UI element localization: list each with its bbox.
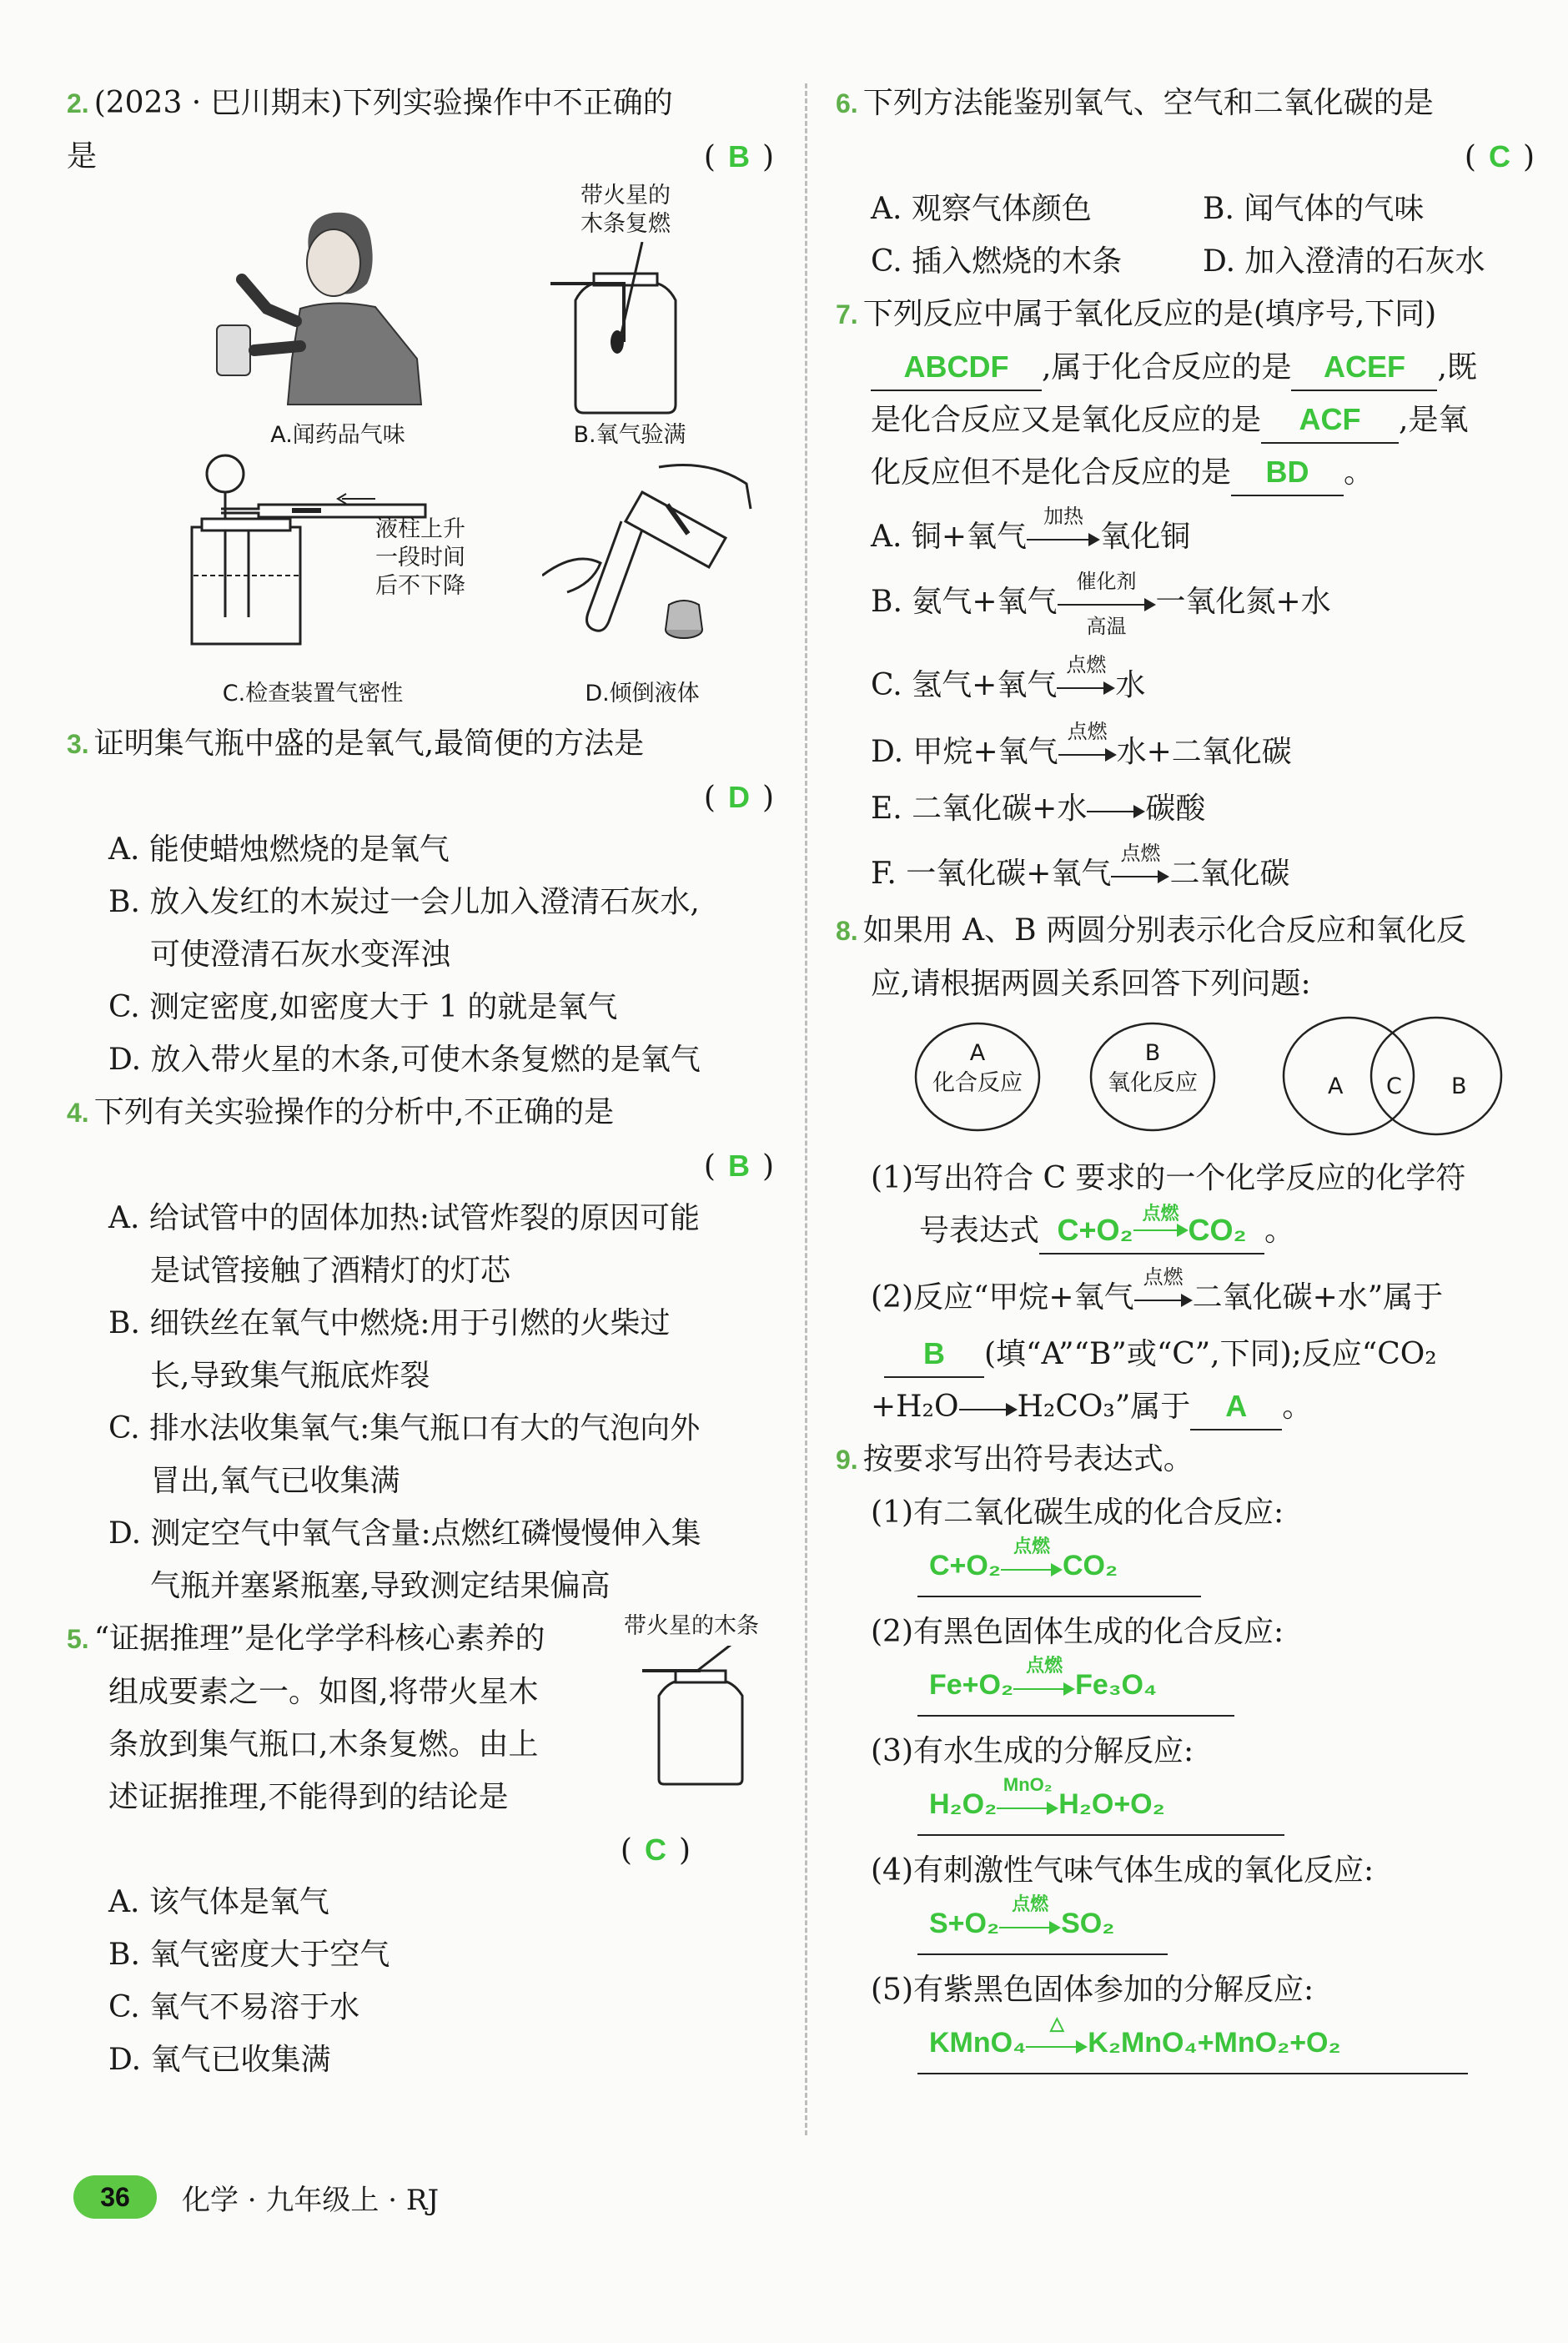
question-text: 下列反应中属于氧化反应的是(填序号,下同) [862, 297, 1437, 331]
item-1-answer-line [836, 1536, 1535, 1606]
answer: B [727, 139, 750, 173]
figure-oxygen-bottle [534, 242, 717, 417]
reaction-b [836, 570, 1535, 659]
question-9 [836, 1433, 1535, 2083]
venn-label-c: C [1386, 1073, 1402, 1099]
question-line-1: “证据推理”是化学学科核心素养的 [93, 1621, 545, 1656]
reaction-right: 水 [1115, 668, 1146, 702]
part-2-text: 二氧化碳+水”属于 [1192, 1280, 1444, 1315]
part-2-line-2 [836, 1328, 1535, 1380]
option-c: C. 排水法收集氧气:集气瓶口有大的气泡向外 [108, 1411, 701, 1446]
answer-condition: 点燃 [1142, 1203, 1179, 1224]
item-4-answer [917, 1893, 1168, 1955]
option-a: A. 给试管中的固体加热:试管炸裂的原因可能 [108, 1201, 701, 1235]
circle-b-letter: B [1144, 1040, 1161, 1066]
circle-a-text [911, 1038, 1044, 1099]
part-1-answer [1039, 1203, 1264, 1254]
reaction-c [836, 653, 1535, 726]
figure-c-caption: C.检查装置气密性 [222, 681, 404, 706]
question-text: 下列方法能鉴别氧气、空气和二氧化碳的是 [862, 86, 1434, 120]
answer-condition: 点燃 [1026, 1655, 1063, 1676]
item-3-prompt: (3)有水生成的分解反应: [871, 1734, 1194, 1768]
option-d: D. 测定空气中氧气含量:点燃红磷慢慢伸入集 [108, 1516, 701, 1551]
arrow-condition: 点燃 [1067, 720, 1108, 743]
answer: C [1488, 139, 1510, 173]
question-number: 9. [836, 1445, 858, 1475]
question-line-2: 组成要素之一。如图,将带火星木 [108, 1675, 539, 1709]
question-text: 证明集气瓶中盛的是氧气,最简便的方法是 [93, 727, 645, 761]
part-2-answer-1: B [884, 1331, 984, 1378]
answer-left: H₂O₂ [929, 1788, 998, 1820]
question-text: (2023 · 巴川期末)下列实验操作中不正确的 [93, 86, 673, 120]
reaction-left: A. 铜+氧气 [871, 520, 1028, 554]
question-number: 8. [836, 916, 858, 946]
option-d: D. 加入澄清的石灰水 [1203, 244, 1485, 279]
figure-d-caption: D.倾倒液体 [585, 681, 700, 706]
page-footer [73, 2172, 439, 2222]
right-column [836, 77, 1535, 2083]
part-2-end: 。 [1282, 1390, 1313, 1424]
item-5-prompt: (5)有紫黑色固体参加的分解反应: [871, 1973, 1314, 2007]
answer-left: KMnO₄ [929, 2027, 1027, 2059]
part-2-text: H₂CO₃”属于 [1017, 1390, 1191, 1424]
reaction-right: 氧化铜 [1100, 520, 1191, 554]
figure-c-note: 液柱上升 一段时间 后不下降 [375, 516, 465, 599]
option-b: B. 放入发红的木炭过一会儿加入澄清石灰水, [108, 885, 700, 919]
answer-arrow [1013, 1655, 1075, 1712]
reaction-left: C. 氢气+氧气 [871, 668, 1058, 702]
question-text-continued: 是 [67, 139, 98, 173]
figure-b-note: 带火星的 木条复燃 [580, 183, 671, 237]
part-1-answer-line [836, 1204, 1535, 1271]
part-2-text: +H₂O [871, 1390, 959, 1424]
part-1-text: (1)写出符合 C 要求的一个化学反应的化学符 [871, 1161, 1466, 1195]
venn-label-a: A [1328, 1073, 1344, 1099]
circle-b-label: 氧化反应 [1108, 1070, 1198, 1096]
reaction-right: 一氧化氮+水 [1155, 585, 1331, 619]
reaction-left: B. 氨气+氧气 [871, 585, 1058, 619]
question-number: 6. [836, 88, 858, 118]
question-5 [67, 1612, 774, 2086]
answer-blank-both: ACF [1261, 397, 1399, 444]
answer-arrow [1026, 2013, 1088, 2069]
question-text: 如果用 A、B 两圆分别表示化合反应和氧化反 [862, 913, 1467, 948]
part-2-line-1 [836, 1265, 1535, 1328]
item-4-prompt: (4)有刺激性气味气体生成的氧化反应: [871, 1853, 1375, 1888]
item-5-answer-line [836, 2013, 1535, 2083]
column-divider [805, 83, 807, 2135]
reaction-arrow [1057, 653, 1115, 711]
question-3 [67, 717, 774, 1086]
question-text: 化反应但不是化合反应的是 [871, 455, 1232, 490]
figure-smelling-illustration [209, 200, 475, 409]
answer-parentheses: ( D ) [704, 771, 774, 824]
figure-a-caption: A.闻药品气味 [270, 422, 405, 448]
circle-a-letter: A [969, 1040, 986, 1066]
reaction-left: D. 甲烷+氧气 [871, 735, 1058, 769]
answer-arrow [1133, 1203, 1189, 1249]
question-text: ,属于化合反应的是 [1042, 350, 1292, 385]
reaction-arrow [1111, 842, 1169, 900]
item-2-answer-line [836, 1655, 1535, 1725]
reaction-a [836, 505, 1535, 576]
item-3-answer-line [836, 1774, 1535, 1844]
answer-right: H₂O+O₂ [1058, 1788, 1165, 1820]
option-c: C. 插入燃烧的木条 [871, 244, 1123, 279]
question-number: 4. [67, 1098, 89, 1128]
option-a: A. 能使蜡烛燃烧的是氧气 [108, 832, 450, 867]
arrow-condition: 点燃 [1120, 842, 1161, 865]
option-a: A. 该气体是氧气 [108, 1885, 329, 1919]
reaction-arrow [1087, 782, 1145, 835]
item-1-prompt: (1)有二氧化碳生成的化合反应: [871, 1496, 1284, 1530]
option-b: B. 细铁丝在氧气中燃烧:用于引燃的火柴过 [108, 1306, 671, 1340]
arrow-condition: 加热 [1043, 505, 1084, 528]
circle-a-label: 化合反应 [932, 1070, 1023, 1096]
question-line-3: 条放到集气瓶口,木条复燃。由上 [108, 1727, 539, 1762]
part-2-text: (2)反应“甲烷+氧气 [871, 1280, 1134, 1315]
answer-left: S+O₂ [929, 1908, 1000, 1939]
reaction-f [836, 842, 1535, 904]
option-c: C. 氧气不易溶于水 [108, 1990, 360, 2024]
answer-blank-oxidation: ABCDF [871, 344, 1042, 391]
question-4 [67, 1086, 774, 1612]
part-2-answer-2: A [1190, 1384, 1282, 1430]
answer-condition: 点燃 [1013, 1536, 1050, 1556]
question-text: ,既 [1437, 350, 1477, 385]
answer-right: SO₂ [1061, 1908, 1115, 1939]
answer-parentheses: ( C ) [1465, 130, 1535, 184]
answer-parentheses: ( B ) [704, 1139, 774, 1193]
reaction-left: E. 二氧化碳+水 [871, 792, 1088, 826]
circle-diagrams [836, 1010, 1535, 1152]
reaction-arrow [959, 1380, 1018, 1433]
answer-arrow [1001, 1536, 1063, 1592]
arrow-condition: 点燃 [1143, 1265, 1184, 1289]
item-5-answer [917, 2013, 1468, 2074]
venn-label-b: B [1451, 1073, 1467, 1099]
question-line-4: 述证据推理,不能得到的结论是 [108, 1780, 509, 1814]
answer-arrow [997, 1774, 1058, 1831]
answer-right: CO₂ [1062, 1550, 1118, 1581]
page-number: 36 [73, 2175, 157, 2219]
part-2-text: (填“A”“B”或“C”,下同);反应“CO₂ [984, 1337, 1437, 1371]
part-1-end: 。 [1264, 1214, 1295, 1248]
answer: D [727, 780, 750, 814]
question-6 [836, 77, 1535, 288]
part-1-text-continued: 号表达式 [919, 1214, 1040, 1248]
answer-arrow [999, 1893, 1061, 1950]
option-c-continued: 冒出,氧气已收集满 [150, 1464, 400, 1498]
answer: C [644, 1833, 666, 1867]
reaction-arrow [1058, 570, 1156, 638]
question-number: 2. [67, 88, 89, 118]
question-8 [836, 904, 1535, 1433]
reaction-e [836, 782, 1535, 847]
item-2-prompt: (2)有黑色固体生成的化合反应: [871, 1615, 1284, 1649]
item-2-answer [917, 1655, 1234, 1717]
answer-left: Fe+O₂ [929, 1669, 1014, 1701]
option-b-continued: 可使澄清石灰水变浑浊 [150, 938, 451, 972]
part-2-line-3 [836, 1380, 1535, 1433]
question-2 [67, 77, 774, 717]
question-number: 5. [67, 1624, 89, 1654]
option-d: D. 氧气已收集满 [108, 2043, 331, 2077]
arrow-condition: 催化剂 [1076, 570, 1137, 593]
question-text: 按要求写出符号表达式。 [862, 1442, 1194, 1476]
reaction-right: 水+二氧化碳 [1116, 735, 1292, 769]
option-b: B. 氧气密度大于空气 [108, 1938, 390, 1972]
figure-pouring-liquid [542, 459, 759, 659]
reaction-arrow [1058, 720, 1117, 778]
answer-blank-combination: ACEF [1291, 344, 1437, 391]
option-a: A. 观察气体颜色 [871, 192, 1092, 226]
answer-left: C+O₂ [1057, 1213, 1133, 1247]
answer-left: C+O₂ [929, 1550, 1001, 1581]
option-b-continued: 长,导致集气瓶底炸裂 [150, 1359, 430, 1393]
option-d: D. 放入带火星的木条,可使木条复燃的是氧气 [108, 1043, 701, 1077]
question-text: 是化合反应又是氧化反应的是 [871, 403, 1262, 437]
experiment-figures [67, 184, 774, 717]
circle-b-text [1086, 1038, 1219, 1099]
answer-parentheses: ( C ) [621, 1823, 691, 1877]
reaction-arrow [1134, 1265, 1193, 1324]
option-a-continued: 是试管接触了酒精灯的灯芯 [150, 1254, 511, 1288]
option-d-continued: 气瓶并塞紧瓶塞,导致测定结果偏高 [150, 1569, 611, 1603]
answer-parentheses: ( B ) [704, 130, 774, 184]
left-column [67, 77, 774, 2086]
figure-note: 带火星的木条 [624, 1613, 759, 1639]
answer-condition: 点燃 [1012, 1893, 1049, 1914]
reaction-right: 碳酸 [1145, 792, 1206, 826]
arrow-condition: 点燃 [1066, 653, 1107, 676]
item-3-answer [917, 1774, 1284, 1836]
figure-b-caption: B.氧气验满 [573, 422, 686, 448]
answer-right: CO₂ [1188, 1213, 1247, 1247]
figure-gas-bottle [642, 1646, 767, 1787]
option-c: C. 测定密度,如密度大于 1 的就是氧气 [108, 990, 618, 1024]
answer-blank-oxidation-only: BD [1231, 450, 1344, 496]
answer-right: Fe₃O₄ [1075, 1669, 1158, 1701]
answer-right: K₂MnO₄+MnO₂+O₂ [1088, 2027, 1341, 2059]
reaction-left: F. 一氧化碳+氧气 [871, 857, 1112, 891]
book-title: 化学 · 九年级上 · RJ [182, 2183, 440, 2217]
question-text: 下列有关实验操作的分析中,不正确的是 [93, 1095, 615, 1129]
question-7 [836, 288, 1535, 904]
reaction-right: 二氧化碳 [1169, 857, 1290, 891]
arrow-condition-below: 高温 [1086, 615, 1127, 638]
answer: B [727, 1149, 750, 1183]
question-text: 。 [1344, 455, 1375, 490]
reaction-d [836, 720, 1535, 782]
question-number: 7. [836, 299, 858, 329]
option-b: B. 闻气体的气味 [1203, 192, 1425, 226]
answer-condition: △ [1049, 2013, 1064, 2034]
item-1-answer [917, 1536, 1201, 1597]
item-4-answer-line [836, 1893, 1535, 1963]
question-text: ,是氧 [1399, 403, 1469, 437]
question-text-continued: 应,请根据两圆关系回答下列问题: [871, 967, 1311, 1001]
reaction-arrow [1027, 505, 1100, 563]
question-number: 3. [67, 729, 89, 759]
answer-condition: MnO₂ [1003, 1774, 1053, 1795]
